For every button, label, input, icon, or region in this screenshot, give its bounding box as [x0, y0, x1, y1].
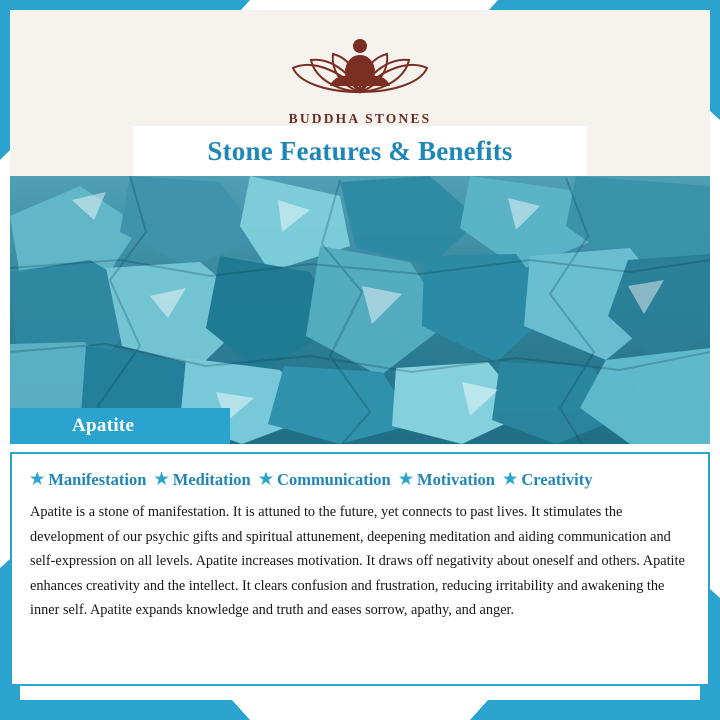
benefit-item	[399, 470, 495, 490]
content-panel	[10, 452, 710, 686]
stone-photo	[10, 176, 710, 444]
star-icon: ★	[258, 471, 274, 488]
star-icon: ★	[30, 471, 45, 488]
star-icon: ★	[398, 471, 414, 488]
page-title-bar	[133, 126, 587, 176]
corner-decoration-bottom-left	[0, 700, 250, 720]
star-icon: ★	[154, 471, 169, 488]
brand-name: BUDDHA STONES	[288, 111, 432, 126]
brand-logo	[285, 30, 435, 127]
benefit-item	[30, 470, 146, 490]
benefit-item	[259, 470, 391, 490]
stone-description: Apatite is a stone of manifestation. It is attuned to the future, yet connects to past lives. It stimulates the development of our psychic gifts and spiritual attunement, deepening meditation and aiding communication and self-expression on all levels. Apatite increases motivation. It draws off negativity about oneself and others. Apatite enhances creativity and the intellect. It clears confusion and frustration, reducing irritability and awakening the inner self. Apatite expands knowledge and truth and eases sorrow, apathy, and anger.	[30, 504, 685, 619]
benefit-label: Communication	[277, 470, 391, 489]
corner-decoration-bottom-right	[470, 700, 720, 720]
star-icon: ★	[502, 471, 518, 488]
benefit-label: Manifestation	[48, 470, 147, 489]
benefit-label: Meditation	[172, 470, 251, 489]
page-title: Stone Features & Benefits	[207, 135, 513, 166]
benefit-item	[503, 470, 593, 490]
benefit-label: Motivation	[417, 470, 495, 489]
benefits-list	[30, 470, 690, 490]
lotus-meditation-icon	[285, 30, 435, 105]
benefit-item	[154, 470, 250, 490]
stone-name-badge: Apatite	[10, 408, 230, 444]
benefit-label: Creativity	[521, 470, 593, 489]
